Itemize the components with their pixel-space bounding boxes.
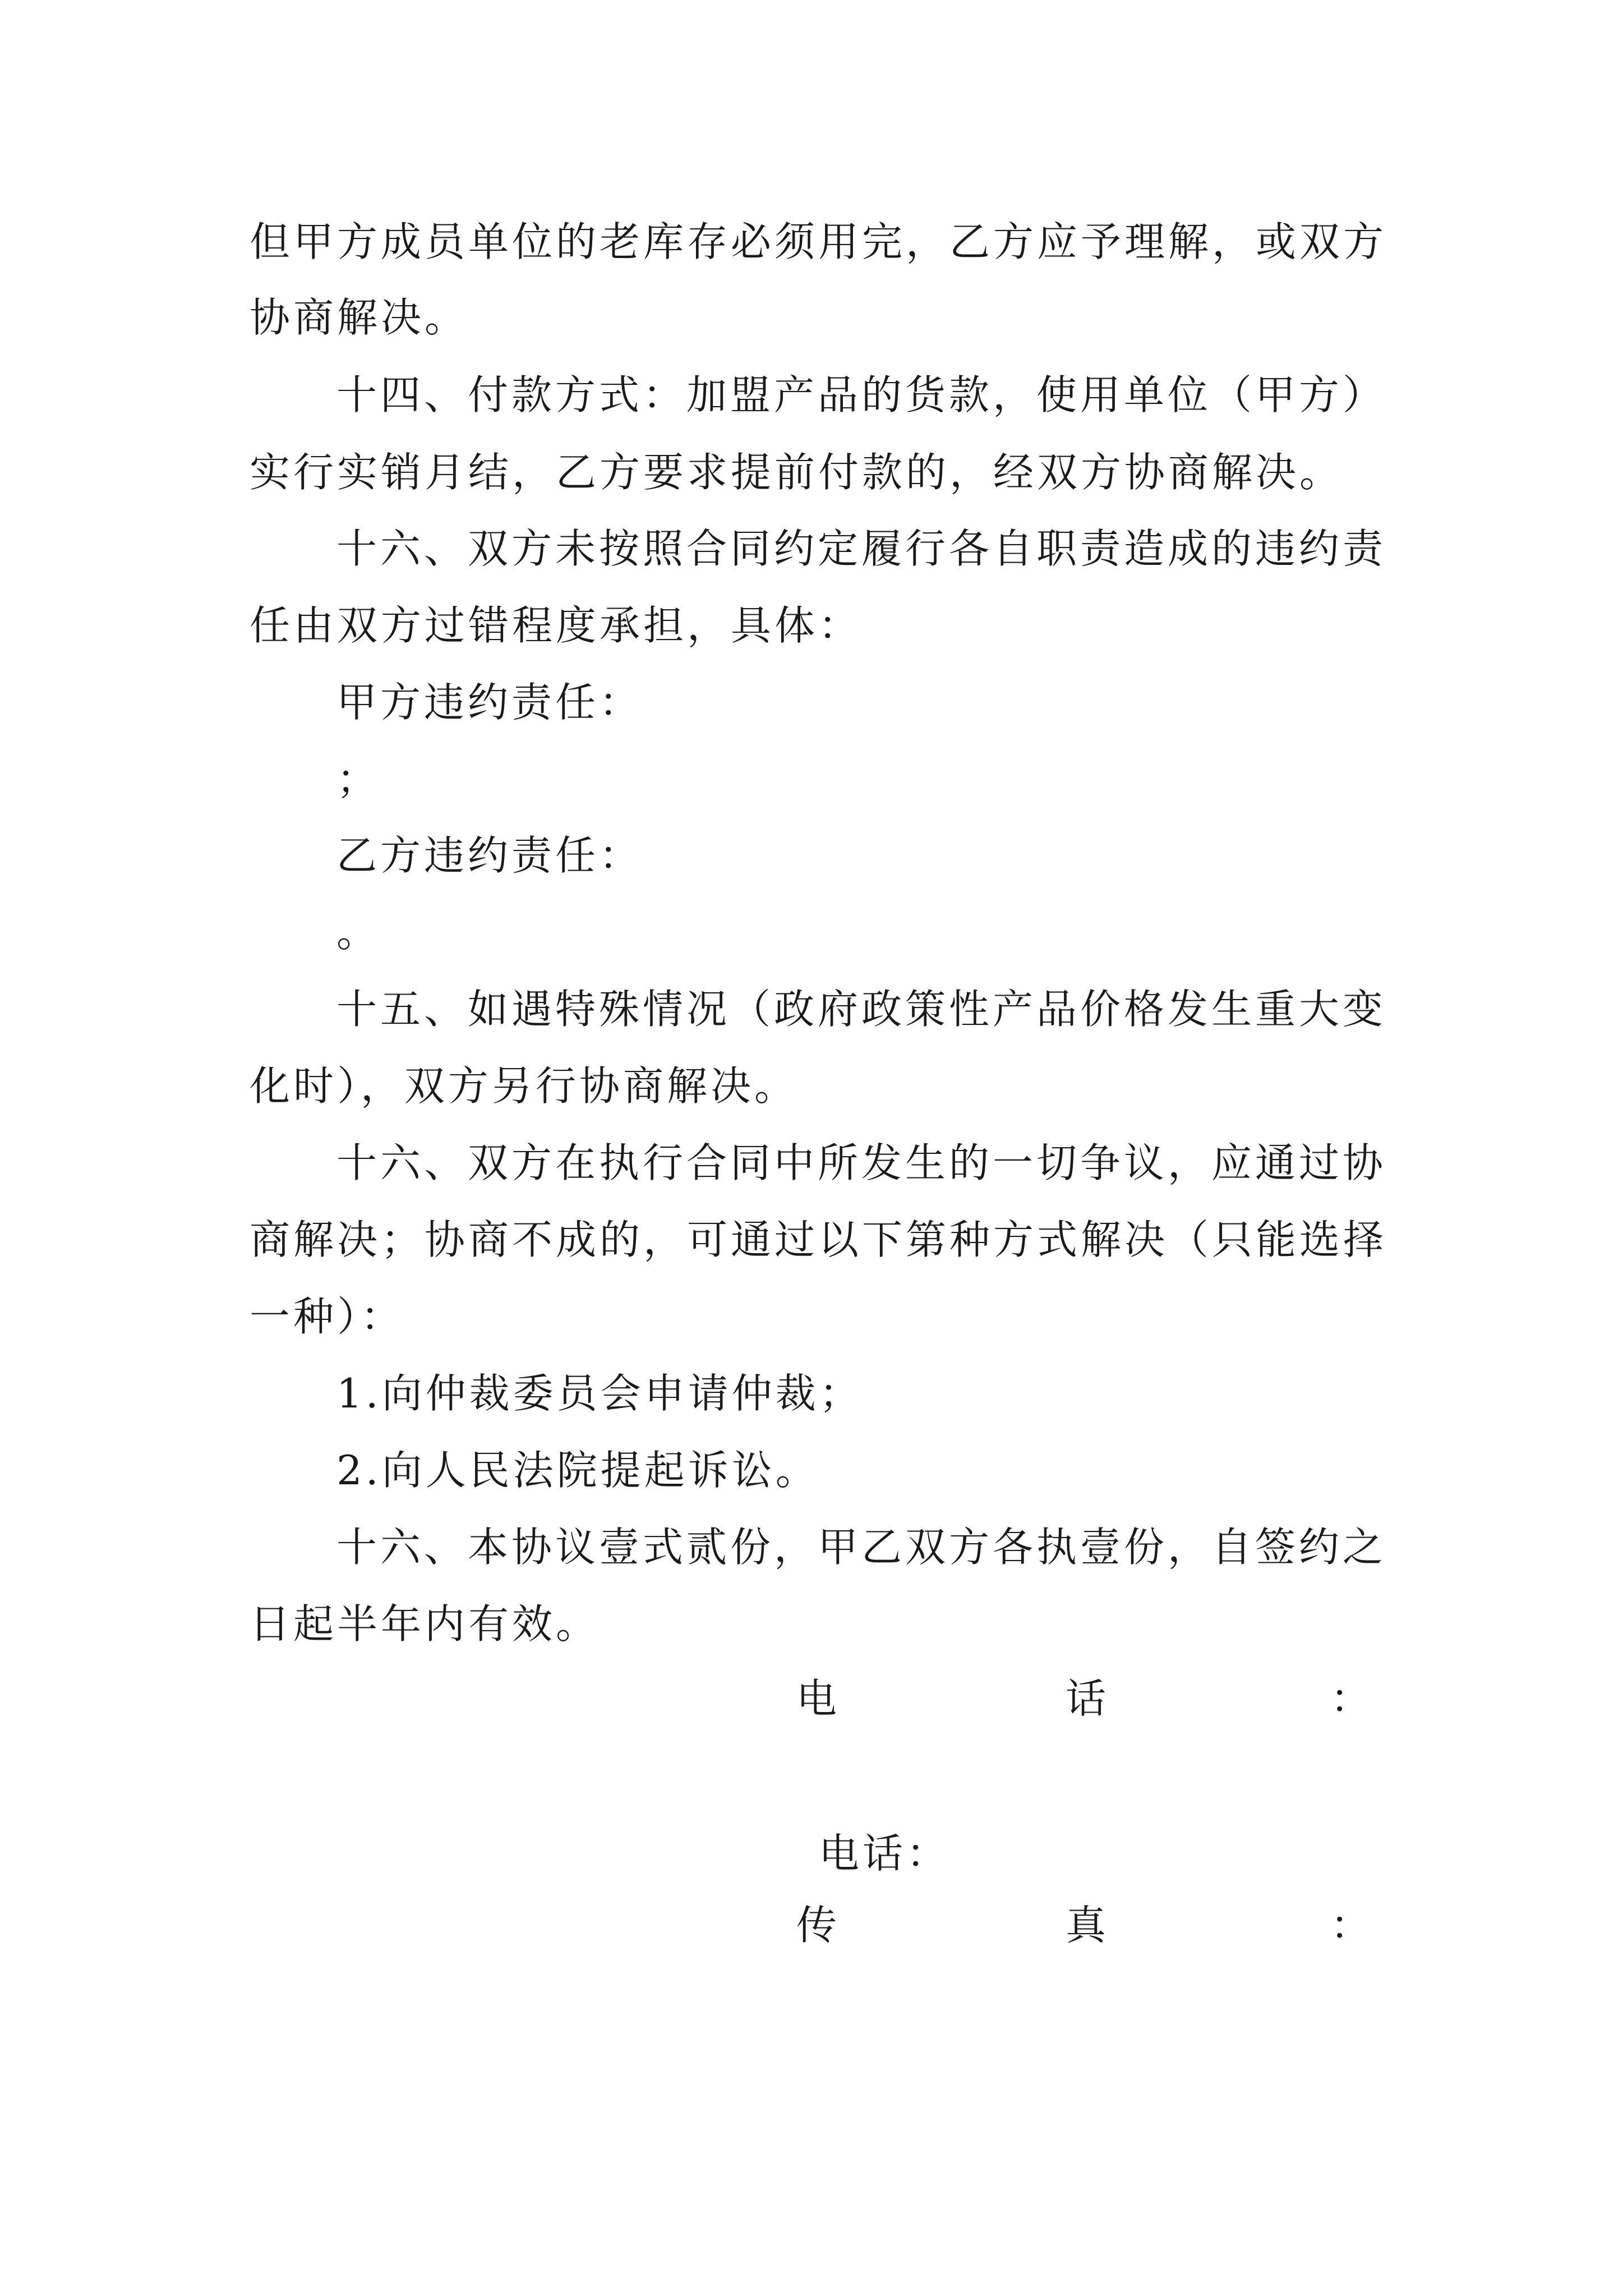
clause-16-breach: 十六、双方未按照合同约定履行各自职责造成的违约责	[336, 525, 1387, 572]
phone-colon: ：	[1330, 1675, 1371, 1722]
clause-16-dispute: 十六、双方在执行合同中所发生的一切争议，应通过协	[336, 1139, 1387, 1186]
paragraph-line: 协商解决。	[250, 294, 469, 341]
option-arbitration: 1.向仲裁委员会申请仲裁；	[336, 1370, 863, 1417]
paragraph-line: 但甲方成员单位的老库存必须用完，乙方应予理解，或双方	[250, 218, 1387, 265]
fax-label-char: 传	[796, 1902, 837, 1949]
paragraph-line: 实行实销月结，乙方要求提前付款的，经双方协商解决。	[250, 449, 1344, 496]
fax-label-char: 真	[1066, 1902, 1106, 1949]
phone-label-char: 电	[796, 1675, 837, 1722]
clause-16-copies: 十六、本协议壹式贰份，甲乙双方各执壹份，自签约之	[336, 1524, 1387, 1571]
option-litigation: 2.向人民法院提起诉讼。	[336, 1447, 819, 1494]
paragraph-line: 任由双方过错程度承担，具体：	[250, 602, 863, 649]
party-a-breach-label: 甲方违约责任：	[336, 679, 643, 726]
clause-15-special: 十五、如遇特殊情况（政府政策性产品价格发生重大变	[336, 986, 1387, 1033]
phone-label: 电话：	[819, 1830, 951, 1877]
paragraph-line: 一种）：	[250, 1293, 405, 1340]
phone-label-char: 话	[1066, 1675, 1106, 1722]
party-b-breach-label: 乙方违约责任：	[336, 832, 643, 879]
paragraph-line: 商解决；协商不成的，可通过以下第种方式解决（只能选择	[250, 1216, 1387, 1263]
paragraph-line: 化时），双方另行协商解决。	[250, 1062, 799, 1110]
party-a-breach-value: ；	[336, 756, 381, 803]
fax-colon: ：	[1330, 1902, 1371, 1949]
clause-14-payment: 十四、付款方式：加盟产品的货款，使用单位（甲方）	[336, 371, 1387, 418]
paragraph-line: 日起半年内有效。	[250, 1600, 600, 1648]
party-b-breach-value: 。	[336, 909, 381, 956]
